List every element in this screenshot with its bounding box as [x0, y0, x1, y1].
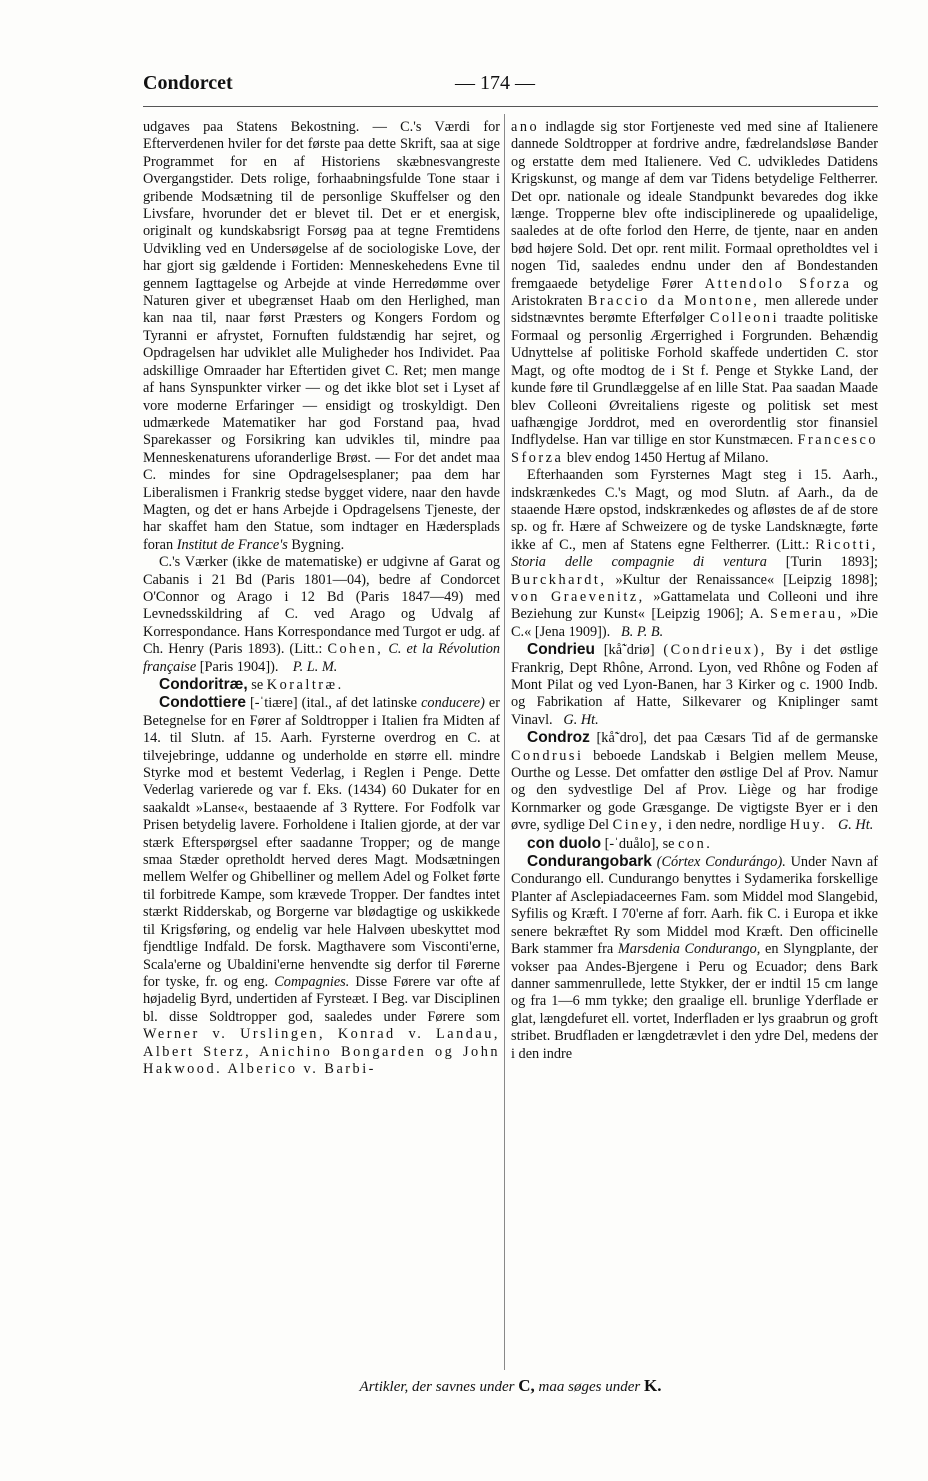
entry-condroz: Condroz [kå̃ˈdro], det paa Cæsars Tid af de germanske Condrusi beboede Landskab i Belgien mellem Meuse, Ourthe og Lesse. Det omfatter den østlige Del af Prov. Namur og den sydvestlige Del af Prov. Liège og har frodige Kornmarker og gode Græsgange. De vigtigste Byer er i den øvre, sydlige Del Ciney, i den nedre, nordlige Huy. G. Ht.	[511, 729, 879, 834]
entry-condottiere: Condottiere [-ˈtiære] (ital., af det latinske conducere) er Betegnelse for en Fører af Soldtropper i Italien fra Midten af 14. til Slutn. af 15. Aarh. Fyrsterne overdrog en C. at tilvejebringe, uddanne og underholde en større ell. mindre Styrke mod et bestemt Vederlag, i Reglen i Penge. Dette Vederlag varierede og var f. Eks. (1434) 60 Dukater for en saakaldt »Lanse«, bestaaende af 3 Ryttere. For Fodfolk var Prisen betydelig lavere. Forholdene i Italien gjorde, at der var stærk Efterspørgsel efter saadanne Tropper; og de mange smaa Stæder opretholdt herved deres Magt. Modsætningen mellem Welfer og Ghibelliner og mellem Adel og Folket førte til forbitrede Kampe, som krævede Tropper. Der fandtes intet stærkt Ridderskab, og Borgerne var blødagtige og uskikkede til Krigsføring, og endelig var hele Halvøen ubeskyttet mod fjendtlige Indfald. De forsk. Magthavere som Visconti'erne, Scala'erne og Ubaldini'erne henvendte sig derfor til Førerne for tyske, fr. og eng. Compagnies. Disse Førere var ofte af højadelig Byrd, undertiden af Fyrsteæt. I Beg. var Disciplinen bl. disse Soldtropper god, saaledes under Førere som Werner v. Urslingen, Konrad v. Landau, Albert Sterz, Anichino Bongarden og John Hakwood. Alberico v. Barbi-	[143, 694, 501, 1077]
page-header	[143, 72, 878, 98]
condottiere-continued: ano indlagde sig stor Fortjeneste ved med sine af Italienere dannede Soldtropper at fordrive andre, fædrelandsløse Bander og erstatte dem med Italienere. Ved C. udvikledes Datidens Krigskunst, og mange af dem var Tidens betydelige Feltherrer. Det opr. nationale og ideale Standpunkt bevaredes dog ikke længe. Tropperne blev ofte indisciplinerede og upaalidelige, saaledes at de ofte forlod den Herre, de tjente, naar en anden bød højere Sold. Det opr. rent milit. Formaal opretholdtes vel i nogen Tid, saaledes endnu under den af Bondestanden fremgaaede betydelige Fører Attendolo Sforza og Aristokraten Braccio da Montone, men allerede under sidstnævntes berømte Efterfølger Colleoni traadte politiske Formaal og personlig Ærgerrighed i Forgrunden. Behændig Udnyttelse af politiske Forhold skaffede undertiden C. stor Magt, og ofte modtog de i St f. Penge et Stykke Land, der kunde føre til Grundlæggelse af en lille Stat. Paa saadan Maade blev Colleoni Øvreitaliens rigeste og politisk set mest uafhængige Jorddrot, med en overordentlig stor finansiel Indflydelse. Han var tillige en stor Kunstmæcen. Francesco Sforza blev endog 1450 Hertug af Milano.	[511, 119, 879, 466]
running-headword: Condorcet	[143, 72, 233, 94]
entry-con-duolo: con duolo [-ˈduålo], se con.	[527, 834, 713, 852]
column-divider	[504, 114, 505, 1370]
page-number: — 174 —	[455, 72, 535, 94]
condorcet-text-1: udgaves paa Statens Bekostning. — C.'s Værdi for Efterverdenen hviler for det første paa dette Skrift, saa at sige Programmet for en af Historiens skæbnesvangreste Overgangstider. Dets rolige, forhaabningsfulde Tone staar i gribende Modsætning til de personlige Skuffelser og den Livsfare, hvorunder det er blevet til. Det er et energisk, originalt og kundskabsrigt Forsøg paa at tegne Fremtidens Udvikling ved en Undersøgelse af de sociologiske Love, der har gjort sig gældende i Fortiden: Menneskehedens Evne til gennem Iagttagelse og Arbejde at vinde Herredømme over Naturen giver et ubegrænset Haab om den Herlighed, man kan naa til, naar først Præsters og Kongers Fordom og Tyranni er afrystet, Fornuften fuldstændig har sejret, og Opdragelsen har udviklet alle Muligheder hos Individet. Paa adskillige Omraader har Eftertiden givet C. Ret; men mange af hans Synspunkter virker — og det ikke blot set i Lyset af vore moderne Erfaringer — ensidigt og troskyldigt. Den udmærkede Matematiker har god Forstand paa, hvad Sparekasser og Forsikring kan udvikles til, mindre paa Menneskenaturens uforanderlige Brøst. — For det andet maa C. mindes for sine Opdragelsesplaner; paa dem har Liberalismen i Frankrig stedse bygget videre, naar den havde Magten, og det er hans Arbejde i Opdragelsens Tjeneste, der har skaffet ham den Statue, som indtager en Hædersplads foran Institut de France's Bygning.	[143, 119, 500, 553]
entry-condoritrae: Condoritræ, se Koraltræ.	[159, 676, 344, 693]
entry-condurangobark: Condurangobark (Córtex Condurángo). Under Navn af Condurango ell. Cundurango benyttes i Sydamerika forskellige Planter af Asclepiadaceernes Fam. som Middel mod Slangebid, Syfilis og Kræft. I 70'erne af forr. Aarh. fik C. i Europa et ikke senere bekræftet Ry som Middel mod Kræft. Den officinelle Bark stammer fra Marsdenia Condurango, en Slyngplante, der vokser paa Andes-Bjergene i Peru og Ecuador; dens Bark danner sammenrullede, lette Stykker, der er indtil 15 cm lange og fra 1—6 mm tykke; den graalige ell. brunlige Yderflade er glat, længdefuret ell. vortet, Inderfladen er lys graabrun og groft stribet. Brudfladen er længdetrævlet i den ydre Del, medens der i den indre	[511, 853, 879, 1062]
condorcet-works: C.'s Værker (ikke de matematiske) er udgivne af Garat og Cabanis i 21 Bd (Paris 1801—04), bedre af Condorcet O'Connor og Arago i 12 Bd (Paris 1847—49) med Levnedsskildring af C. ved Arago og Udvalg af Korrespondance. Hans Korrespondance med Turgot er udg. af Ch. Henry (Paris 1893). (Litt.: Cohen, C. et la Révolution française [Paris 1904]). P. L. M.	[143, 554, 500, 675]
entry-condrieu: Condrieu [kå̃ˈdriø] (Condrieux), By i det østlige Frankrig, Dept Rhône, Arrond. Lyon, ved Rhône og Foden af Mont Pilat og ved Lyon-Banen, har 3 Kirker og c. 1900 Indb. og Fabrikation af Hatte, Silkevarer og Kniplinger samt Vinavl. G. Ht.	[511, 641, 879, 728]
condottiere-literature: Efterhaanden som Fyrsternes Magt steg i 15. Aarh., indskrænkedes C.'s Magt, og mod Slutn. af Aarh., da de staaende Hære opstod, indskrænkedes og afløstes de af de store sp. og fr. Hære af Schweizere og de tyske Landsknægte, førte ikke af C., men af Statens egne Feltherrer. (Litt.: Ricotti, Storia delle compagnie di ventura [Turin 1893]; Burckhardt, »Kultur der Renaissance« [Leipzig 1898]; von Graevenitz, »Gattamelata und Colleoni und ihre Beziehung zur Kunst« [Leipzig 1906]; A. Semerau, »Die C.« [Jena 1909]). B. P. B.	[511, 467, 878, 640]
page-footer-note: Artikler, der savnes under C, maa søges under K.	[359, 1376, 662, 1395]
left-column	[143, 119, 500, 1078]
header-rule	[143, 106, 878, 107]
right-column	[511, 119, 878, 1063]
